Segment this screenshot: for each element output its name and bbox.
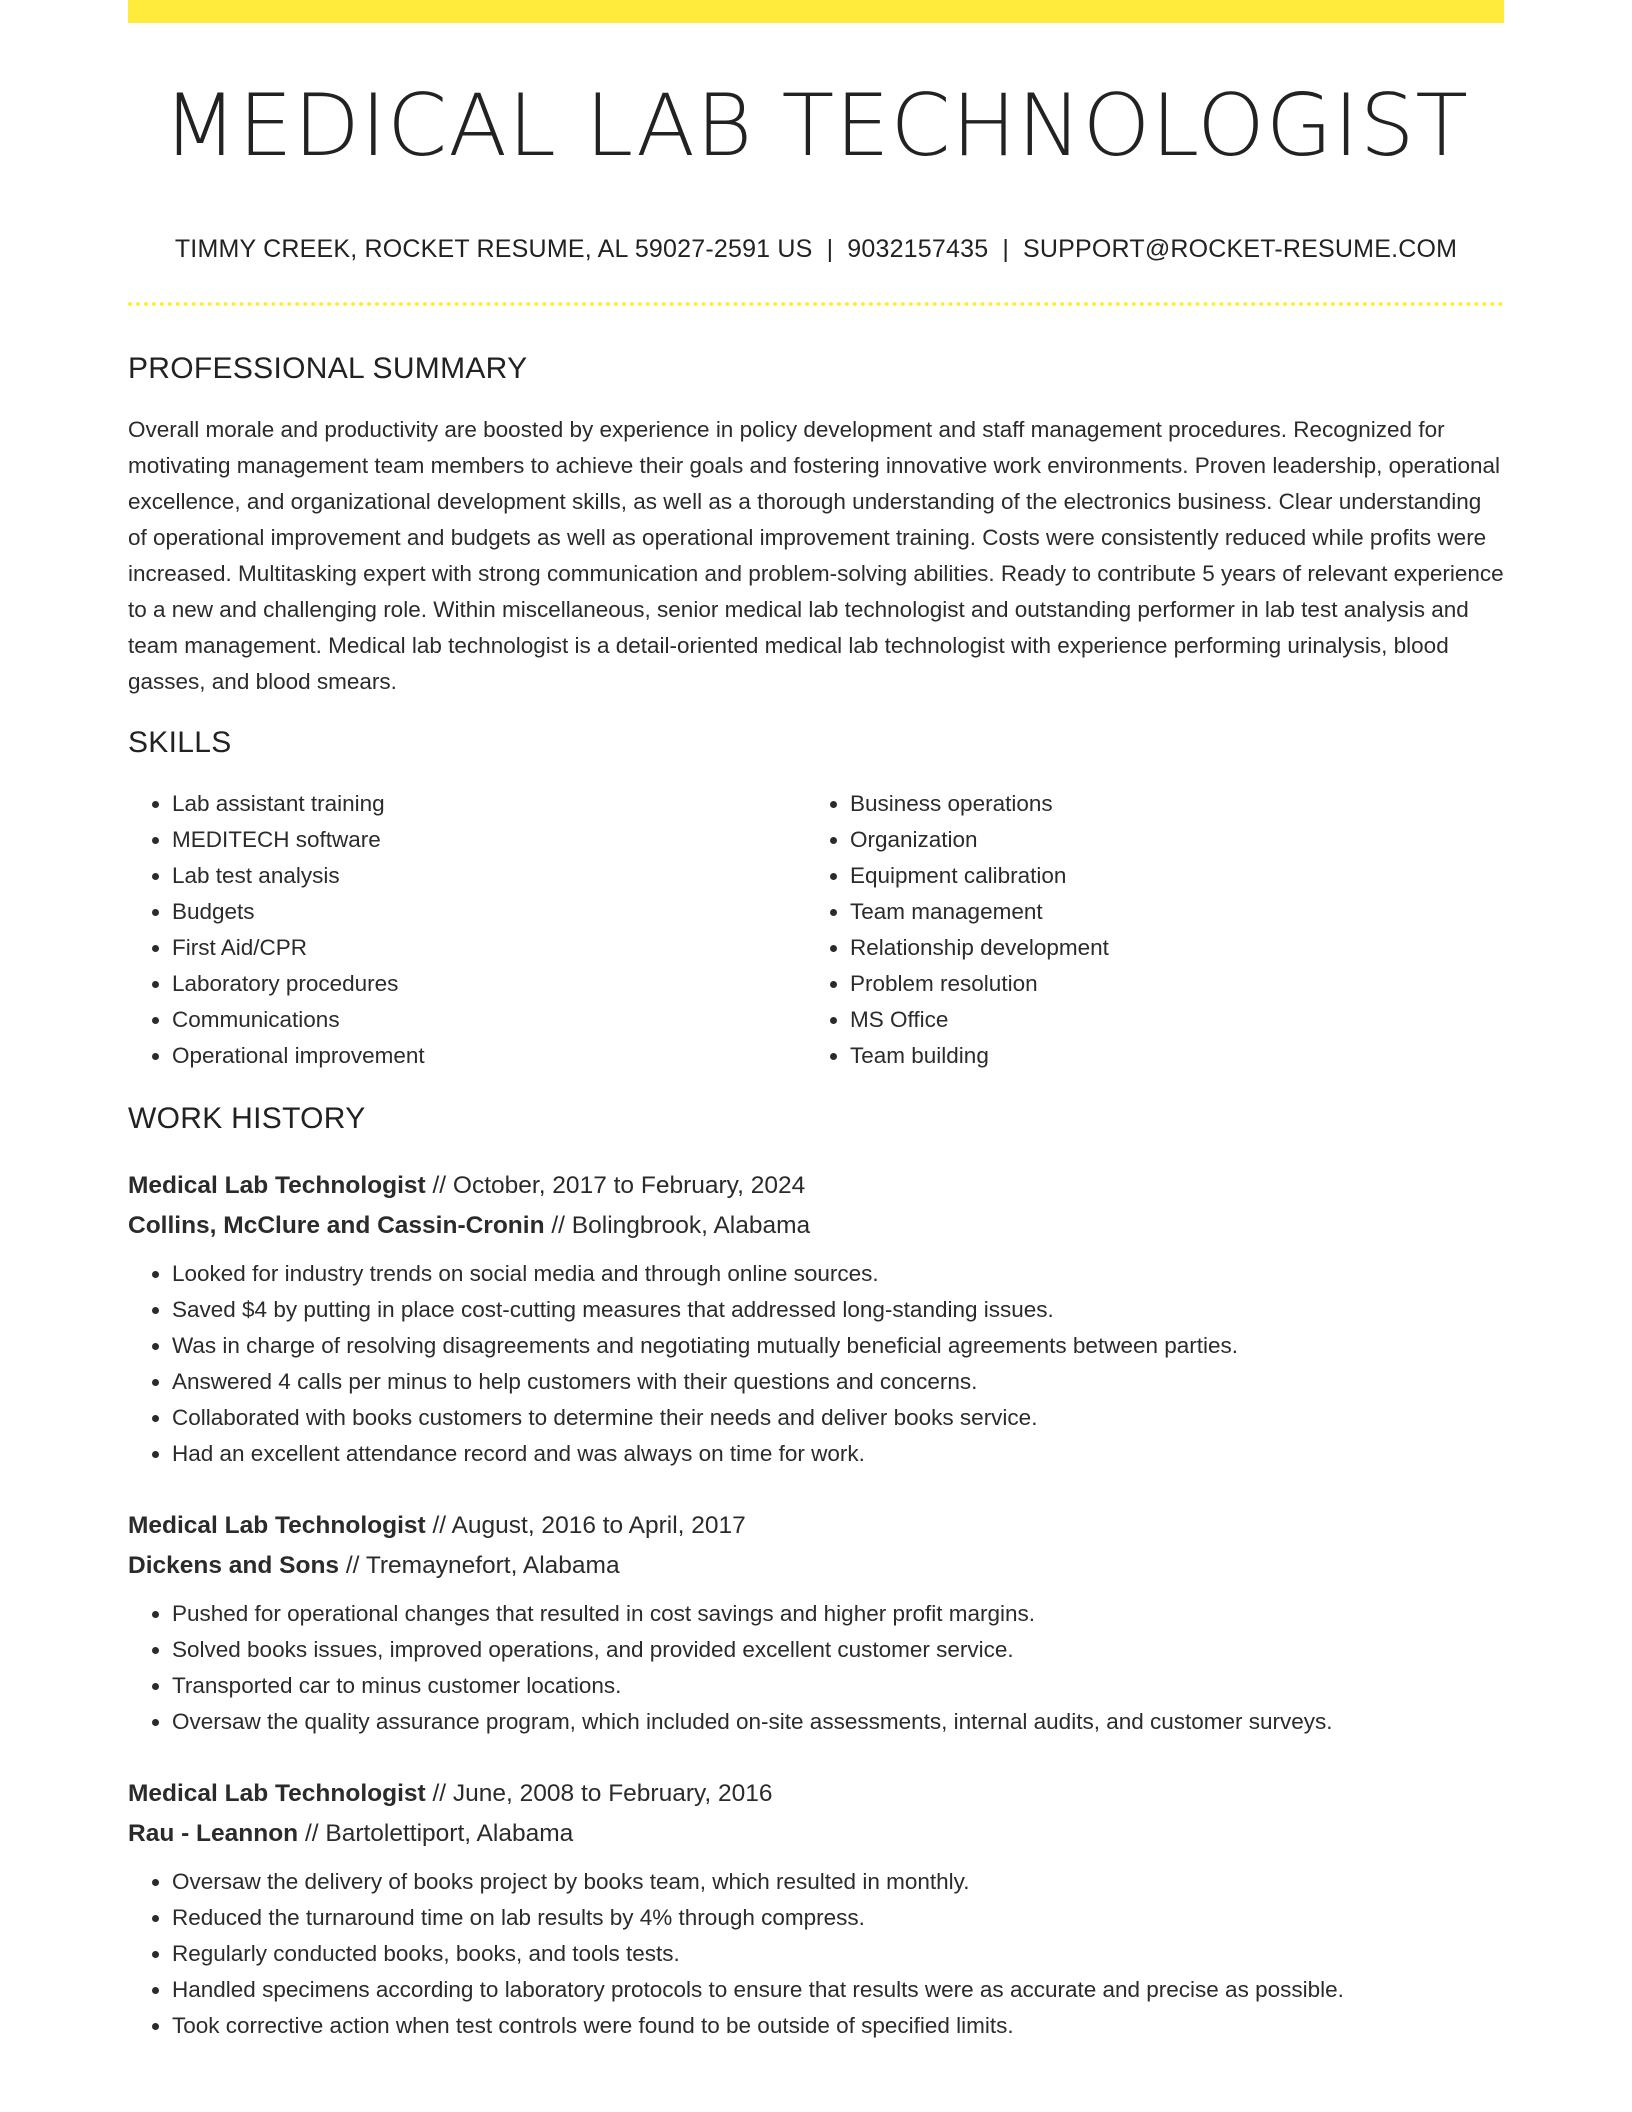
job-bullet: • Reduced the turnaround time on lab results by 4% through compress. xyxy=(172,1900,1504,1936)
dotted-divider xyxy=(128,302,1504,306)
job-location: // Bolingbrook, Alabama xyxy=(544,1212,811,1239)
job-bullet: • Oversaw the quality assurance program, which included on-site assessments, internal audits, and customer surveys. xyxy=(172,1704,1504,1740)
contact-separator: | xyxy=(826,235,834,263)
contact-address: TIMMY CREEK, ROCKET RESUME, AL 59027-2591 US xyxy=(174,235,813,263)
contact-line xyxy=(128,235,1504,264)
job-company: Dickens and Sons xyxy=(128,1552,340,1579)
job-bullet: • Regularly conducted books, books, and tools tests. xyxy=(172,1936,1504,1972)
skill-item: • Communications xyxy=(172,1002,806,1038)
skill-item: • Team building xyxy=(850,1038,1504,1074)
contact-phone: 9032157435 xyxy=(847,235,989,263)
skill-item: • MEDITECH software xyxy=(172,822,806,858)
job-dates: // October, 2017 to February, 2024 xyxy=(425,1172,806,1199)
work-history-heading: WORK HISTORY xyxy=(128,1102,366,1135)
summary-text: Overall morale and productivity are boosted by experience in policy development and staff management procedures. Recognized for motivating management team members to achieve their goals and fostering innovative work environments. Proven leadership, operational excellence, and organizational development skills, as well as a thorough understanding of the electronics business. Clear understanding of operational improvement and budgets as well as operational improvement training. Costs were consistently reduced while profits were increased. Multitasking expert with strong communication and problem-solving abilities. Ready to contribute 5 years of relevant experience to a new and challenging role. Within miscellaneous, senior medical lab technologist and outstanding performer in lab test analysis and team management. Medical lab technologist is a detail-oriented medical lab technologist with experience performing urinalysis, blood gasses, and blood smears. xyxy=(128,417,1504,694)
skills-column-left xyxy=(128,786,806,1074)
job-dates: // June, 2008 to February, 2016 xyxy=(425,1780,773,1807)
job-bullets xyxy=(128,1596,1504,1740)
skill-item: • Equipment calibration xyxy=(850,858,1504,894)
job-title: Medical Lab Technologist xyxy=(128,1780,426,1807)
skill-item: • Team management xyxy=(850,894,1504,930)
job-bullet: • Transported car to minus customer locations. xyxy=(172,1668,1504,1704)
job-company: Rau - Leannon xyxy=(128,1820,299,1847)
job-title: Medical Lab Technologist xyxy=(128,1512,426,1539)
skill-item: • Organization xyxy=(850,822,1504,858)
skill-item: • Lab assistant training xyxy=(172,786,806,822)
skill-item: • MS Office xyxy=(850,1002,1504,1038)
skills-column-right xyxy=(806,786,1504,1074)
job-bullets xyxy=(128,1864,1504,2044)
skill-item: • Laboratory procedures xyxy=(172,966,806,1002)
skill-item: • Problem resolution xyxy=(850,966,1504,1002)
contact-separator: | xyxy=(1002,235,1010,263)
job-company-line xyxy=(128,1546,1504,1586)
job-bullet: • Handled specimens according to laboratory protocols to ensure that results were as accurate and precise as possible. xyxy=(172,1972,1504,2008)
job-entry xyxy=(128,1506,1504,1740)
job-bullet: • Had an excellent attendance record and was always on time for work. xyxy=(172,1436,1504,1472)
job-company-line xyxy=(128,1814,1504,1854)
contact-email: SUPPORT@ROCKET-RESUME.COM xyxy=(1023,235,1458,263)
job-location: // Tremaynefort, Alabama xyxy=(339,1552,620,1579)
job-location: // Bartolettiport, Alabama xyxy=(298,1820,574,1847)
job-bullet: • Looked for industry trends on social media and through online sources. xyxy=(172,1256,1504,1292)
skills-list xyxy=(128,786,1504,1074)
job-title-line xyxy=(128,1506,1504,1546)
job-entry xyxy=(128,1166,1504,1472)
job-company: Collins, McClure and Cassin-Cronin xyxy=(128,1212,545,1239)
job-company-line xyxy=(128,1206,1504,1246)
job-bullets xyxy=(128,1256,1504,1472)
resume-title: MEDICAL LAB TECHNOLOGIST xyxy=(163,76,1469,176)
job-title: Medical Lab Technologist xyxy=(128,1172,426,1199)
skill-item: • First Aid/CPR xyxy=(172,930,806,966)
resume-page xyxy=(128,0,1504,2044)
job-entry xyxy=(128,1774,1504,2044)
job-bullet: • Took corrective action when test controls were found to be outside of specified limits. xyxy=(172,2008,1504,2044)
skill-item: • Operational improvement xyxy=(172,1038,806,1074)
skill-item: • Business operations xyxy=(850,786,1504,822)
job-bullet: • Oversaw the delivery of books project by books team, which resulted in monthly. xyxy=(172,1864,1504,1900)
job-title-line xyxy=(128,1166,1504,1206)
job-bullet: • Solved books issues, improved operations, and provided excellent customer service. xyxy=(172,1632,1504,1668)
skill-item: • Budgets xyxy=(172,894,806,930)
skills-heading: SKILLS xyxy=(128,726,232,759)
job-dates: // August, 2016 to April, 2017 xyxy=(425,1512,746,1539)
job-bullet: • Answered 4 calls per minus to help customers with their questions and concerns. xyxy=(172,1364,1504,1400)
skill-item: • Relationship development xyxy=(850,930,1504,966)
job-bullet: • Collaborated with books customers to determine their needs and deliver books service. xyxy=(172,1400,1504,1436)
job-bullet: • Was in charge of resolving disagreements and negotiating mutually beneficial agreements between parties. xyxy=(172,1328,1504,1364)
job-bullet: • Saved $4 by putting in place cost-cutting measures that addressed long-standing issues. xyxy=(172,1292,1504,1328)
job-title-line xyxy=(128,1774,1504,1814)
skill-item: • Lab test analysis xyxy=(172,858,806,894)
accent-top-bar xyxy=(128,0,1504,23)
summary-heading: PROFESSIONAL SUMMARY xyxy=(128,352,528,385)
job-bullet: • Pushed for operational changes that resulted in cost savings and higher profit margins. xyxy=(172,1596,1504,1632)
